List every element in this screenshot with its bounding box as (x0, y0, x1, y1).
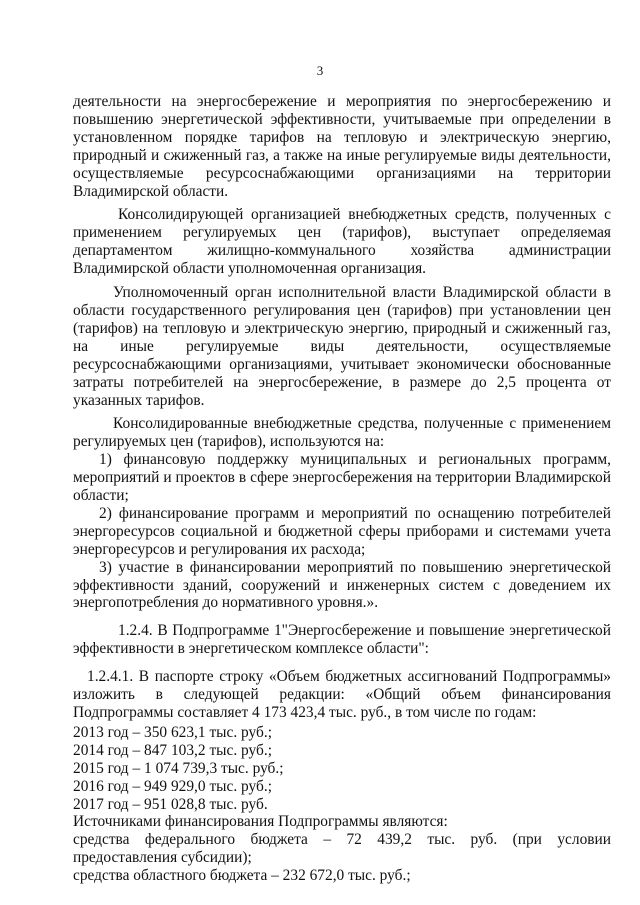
sources-intro: Источниками финансирования Подпрограммы являются: (73, 813, 448, 831)
years-list (73, 724, 611, 814)
list-item-3: 3) участие в финансировании мероприятий по повышению энергетической эффективности зданий, сооружений и инженерных систем с доведением их энергопотребления до нормативного уровня.». (73, 558, 611, 612)
year-line-2014: 2014 год – 847 103,2 тыс. руб.; (73, 741, 272, 759)
year-line-2013: 2013 год – 350 623,1 тыс. руб.; (73, 723, 272, 741)
page-number: 3 (316, 63, 324, 78)
year-line-2017: 2017 год – 951 028,8 тыс. руб. (73, 795, 268, 813)
document-body (73, 93, 611, 885)
source-federal-budget: средства федерального бюджета – 72 439,2 тыс. руб. (при условии предоставления субсидии); (73, 831, 611, 867)
paragraph-consolidating-org: Консолидирующей организацией внебюджетных средств, полученных с применением регулируемых цен (тарифов), выступает определяемая департаментом жилищно-коммунального хозяйства администрации Владимирской области уполномоченная организация. (73, 206, 611, 278)
year-line-2015: 2015 год – 1 074 739,3 тыс. руб.; (73, 759, 284, 777)
year-line-2016: 2016 год – 949 929,0 тыс. руб.; (73, 777, 272, 795)
section-1-2-4: 1.2.4. В Подпрограмме 1"Энергосбережение и повышение энергетической эффективности в энергетическом комплексе области": (73, 622, 611, 658)
source-regional-budget: средства областного бюджета – 232 672,0 тыс. руб.; (73, 867, 411, 885)
list-item-1: 1) финансовую поддержку муниципальных и региональных программ, мероприятий и проектов в сфере энергосбережения на территории Владимирской области; (73, 451, 611, 505)
section-1-2-4-1: 1.2.4.1. В паспорте строку «Объем бюджетных ассигнований Подпрограммы» изложить в следующей редакции: «Общий объем финансирования Подпрограммы составляет 4 173 423,4 тыс. руб., в том числе по годам: (73, 668, 611, 721)
paragraph-authorized-body: Уполномоченный орган исполнительной власти Владимирской области в области государственного регулирования цен (тарифов) при установлении цен (тарифов) на тепловую и электрическую энергию, природный и сжиженный газ, на иные регулируемые виды деятельности, осуществляемые ресурсоснабжающими организациями, учитывает экономически обоснованные затраты потребителей на энергосбережение, в размере до 2,5 процента от указанных тарифов. (73, 284, 611, 409)
paragraph-tariff-costs: деятельности на энергосбережение и мероприятия по энергосбережению и повышению энергетической эффективности, учитываемые при определении в установленном порядке тарифов на тепловую и электрическую энергию, природный и сжиженный газ, а также на иные регулируемые виды деятельности, осуществляемые ресурсоснабжающими организациями на территории Владимирской области. (73, 93, 611, 200)
paragraph-funds-usage: Консолидированные внебюджетные средства, полученные с применением регулируемых цен (тарифов), используются на: (73, 415, 611, 451)
list-item-2: 2) финансирование программ и мероприятий по оснащению потребителей энергоресурсов социальной и бюджетной сферы приборами и системами учета энергоресурсов и регулирования их расхода; (73, 504, 611, 558)
